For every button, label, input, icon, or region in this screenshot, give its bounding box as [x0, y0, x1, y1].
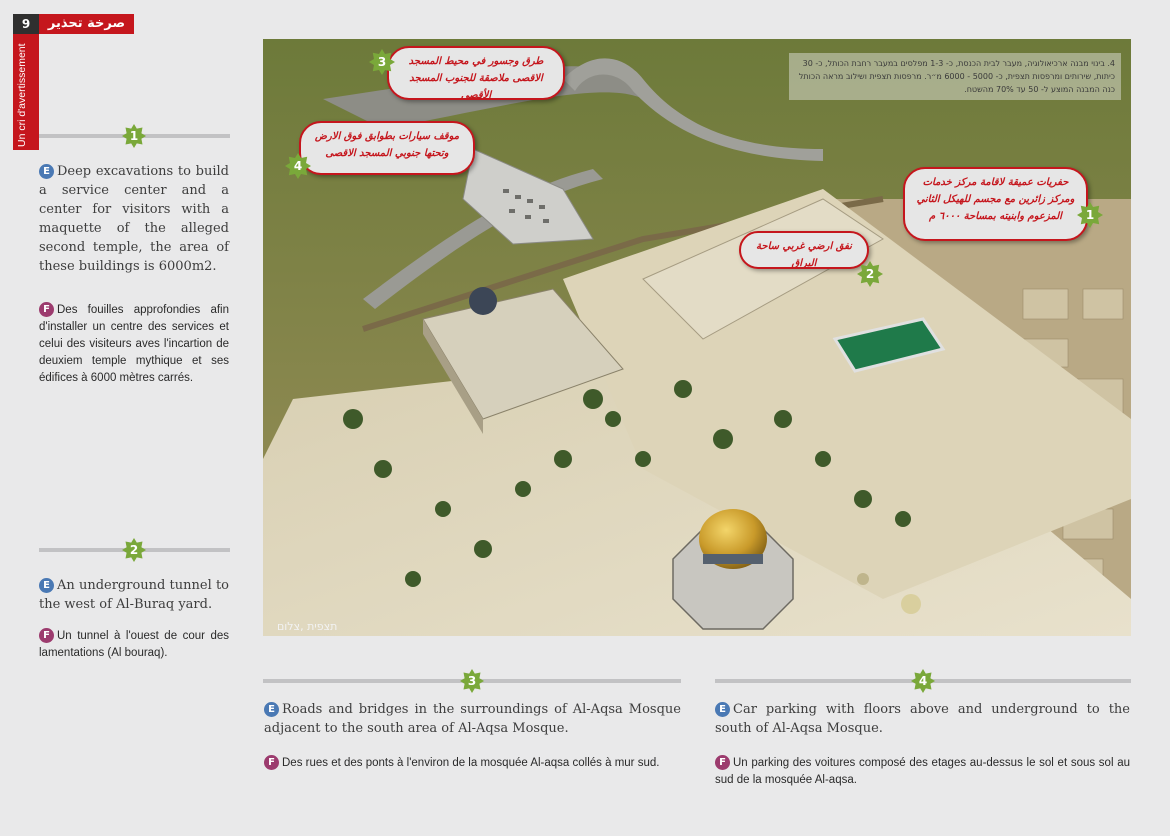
- english-badge: E: [715, 702, 730, 717]
- section-1-text: [39, 162, 229, 387]
- callout-4-badge: 4: [285, 153, 311, 179]
- section-4-divider: [715, 671, 1131, 691]
- callout-1: حفريات عميقة لاقامة مركز خدمات ومركز زائرين مع مجسم للهيكل الثاني المزعوم وابنيته بمساحة ٦٠٠٠ م: [903, 167, 1088, 241]
- section-2-french: F Un tunnel à l'ouest de cour des lamentations (Al bouraq).: [39, 630, 229, 659]
- section-1-divider: [39, 126, 230, 146]
- section-4-french: F Un parking des voitures composé des etages au-dessus le sol et sous sol au sud de la mosquée Al-aqsa.: [715, 757, 1130, 786]
- section-3-badge: 3: [460, 669, 484, 693]
- arabic-title-banner: صرخة تحذير: [39, 14, 134, 34]
- section-3-english: E Roads and bridges in the surroundings of Al-Aqsa Mosque adjacent to the south area of Al-Aqsa Mosque.: [264, 702, 681, 736]
- french-badge: F: [39, 302, 54, 317]
- french-badge: F: [715, 755, 730, 770]
- section-3-divider: [263, 671, 681, 691]
- section-2-badge: 2: [122, 538, 146, 562]
- vertical-title: Un cri d'avertissement: [16, 43, 28, 147]
- page-number: 9: [13, 14, 39, 34]
- callout-2: نفق ارضي غربي ساحة البراق: [739, 231, 869, 269]
- section-2-english: E An underground tunnel to the west of Al-Buraq yard.: [39, 578, 229, 612]
- callout-1-badge: 1: [1077, 202, 1103, 228]
- callout-2-badge: 2: [857, 261, 883, 287]
- section-4-text: [715, 700, 1130, 789]
- section-2-text: [39, 576, 229, 662]
- section-2-divider: [39, 540, 230, 560]
- english-badge: E: [264, 702, 279, 717]
- photo-hebrew-caption: תצפית ,צלום: [277, 620, 338, 633]
- french-badge: F: [39, 628, 54, 643]
- section-4-badge: 4: [911, 669, 935, 693]
- section-4-english: E Car parking with floors above and underground to the south of Al-Aqsa Mosque.: [715, 702, 1130, 736]
- french-badge: F: [264, 755, 279, 770]
- english-badge: E: [39, 164, 54, 179]
- callout-3-badge: 3: [369, 49, 395, 75]
- aerial-photo: [263, 39, 1131, 636]
- section-3-french: F Des rues et des ponts à l'environ de la mosquée Al-aqsa collés à mur sud.: [264, 755, 681, 772]
- section-1-french: F Des fouilles approfondies afin d'installer un centre des services et celui des visiteurs aves l'incartion de deuxiem temple mythique et ses édifices à 6000 mètres carrés.: [39, 304, 229, 384]
- photo-hebrew-note: 4. בינוי מבנה ארכיאולוגיה, מעבר לבית הכנסת, כ- 1-3 מפלסים במעבר רחבת הכותל, כ- 30 כיתות, שירותים ומרפסות תצפית, כ- 5000 - 6000 מ״ר. מרפסות תצפית ושילוב מראה הכותל כנה המבנה המוצע ל- 50 עד 70% מהשטח.: [789, 53, 1121, 100]
- english-badge: E: [39, 578, 54, 593]
- section-3-text: [264, 700, 681, 772]
- section-1-badge: 1: [122, 124, 146, 148]
- section-1-english: E Deep excavations to build a service center and a center for visitors with a maquette of the alleged second temple, the area of these buildings is 6000m2.: [39, 164, 229, 274]
- callout-3: طرق وجسور في محيط المسجد الاقصى ملاصقة للجنوب المسجد الأقصى: [387, 46, 565, 100]
- callout-4: موقف سيارات بطوابق فوق الارض وتحتها جنوبي المسجد الاقصى: [299, 121, 475, 175]
